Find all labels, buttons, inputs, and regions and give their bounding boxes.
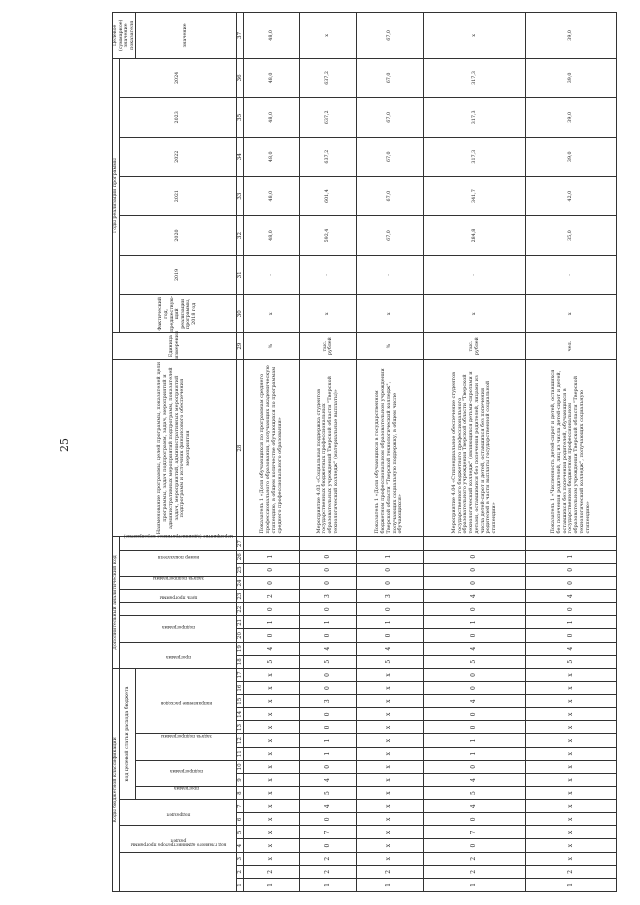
row-name: Показатель 1 «Доля обучающихся по программам среднего профессионального образования, получающих академическую стипендию, в общем количестве обучающихся по программам среднего профессионального образования»	[244, 359, 300, 537]
column-number: 37	[237, 13, 244, 59]
code-cell: 0	[300, 550, 356, 563]
code-cell: 4	[356, 642, 424, 655]
code-cell: x	[526, 721, 617, 734]
code-cell: x	[244, 760, 300, 773]
code-cell: 3	[300, 695, 356, 708]
code-cell: 2	[244, 590, 300, 603]
column-number: 33	[237, 176, 244, 215]
column-number: 9	[237, 773, 244, 786]
code-cell: 4	[424, 590, 526, 603]
program-table	[112, 12, 617, 892]
code-cell: x	[526, 839, 617, 852]
code-cell: 1	[356, 550, 424, 563]
year-2019-header: 2019	[119, 255, 237, 294]
code-cell: 4	[300, 642, 356, 655]
code-cell: 0	[526, 563, 617, 576]
code-cell: 1	[356, 878, 424, 891]
column-number: 5	[237, 826, 244, 839]
code-cell: 0	[300, 721, 356, 734]
value-cell: x	[300, 13, 356, 59]
code-cell: 5	[356, 655, 424, 668]
code-cell: 0	[244, 576, 300, 589]
column-number: 21	[237, 616, 244, 629]
column-number: 2	[237, 865, 244, 878]
value-cell: 67,0	[356, 137, 424, 176]
code-cell: 0	[424, 839, 526, 852]
code-cell: x	[356, 839, 424, 852]
value-cell: x	[356, 295, 424, 333]
column-number: 34	[237, 137, 244, 176]
code-cell: 0	[356, 563, 424, 576]
code-cell: x	[356, 787, 424, 800]
year-2024-header: 2024	[119, 58, 237, 97]
code-cell: 4	[424, 773, 526, 786]
value-cell: 48,0	[244, 176, 300, 215]
code-cell: 2	[244, 865, 300, 878]
value-cell: x	[526, 295, 617, 333]
column-number: 27	[237, 537, 244, 550]
code-cell: 1	[244, 878, 300, 891]
code-cell: 0	[424, 668, 526, 681]
table-row	[424, 13, 526, 892]
value-cell: 592,4	[300, 216, 356, 255]
code-cell: 0	[356, 629, 424, 642]
page-number: 25	[58, 438, 71, 452]
code-cell: x	[244, 839, 300, 852]
code-cell: x	[356, 747, 424, 760]
value-cell: 39,0	[526, 98, 617, 137]
code-cell: x	[526, 668, 617, 681]
column-number: 20	[237, 629, 244, 642]
row-unit: %	[244, 333, 300, 359]
code-cell: 1	[424, 878, 526, 891]
value-cell: -	[424, 255, 526, 294]
value-cell: x	[244, 295, 300, 333]
column-number: 10	[237, 760, 244, 773]
column-number: 1	[237, 878, 244, 891]
code-cell: 0	[424, 760, 526, 773]
code-cell: x	[526, 773, 617, 786]
code-cell: x	[356, 721, 424, 734]
row-unit: чел.	[526, 333, 617, 359]
task-number-header: задача подпрограммы	[136, 734, 237, 760]
table-row	[244, 13, 300, 892]
code-cell: 0	[424, 603, 526, 616]
value-cell: 35,0	[526, 216, 617, 255]
code-cell: 1	[244, 616, 300, 629]
code-cell: 0	[300, 629, 356, 642]
code-cell: x	[356, 826, 424, 839]
row-unit: тыс. рублей	[300, 333, 356, 359]
admin-code-header: код главного администратора программы	[119, 852, 237, 891]
column-numbers-row	[237, 13, 244, 892]
code-cell: x	[356, 800, 424, 813]
budget-classification-header: Коды бюджетной классификации	[113, 668, 120, 891]
code-cell: 2	[424, 852, 526, 865]
code-cell: 0	[526, 629, 617, 642]
code-cell: 0	[356, 576, 424, 589]
target-value-header: значение	[136, 13, 237, 59]
value-cell: 317,3	[424, 58, 526, 97]
code-cell: 1	[424, 747, 526, 760]
value-cell: 67,0	[356, 58, 424, 97]
value-cell: 67,0	[356, 216, 424, 255]
code-cell: x	[356, 695, 424, 708]
a-indicator-header: номер показателя	[119, 550, 237, 576]
column-number: 22	[237, 603, 244, 616]
value-cell: -	[244, 255, 300, 294]
column-number: 24	[237, 576, 244, 589]
column-number: 6	[237, 813, 244, 826]
code-cell: x	[244, 721, 300, 734]
column-number: 31	[237, 255, 244, 294]
code-cell: 0	[300, 682, 356, 695]
years-header: Годы реализации программы	[113, 58, 120, 333]
code-cell: x	[356, 734, 424, 747]
value-cell: -	[526, 255, 617, 294]
value-cell: 39,0	[526, 137, 617, 176]
code-cell	[356, 537, 424, 550]
value-cell: x	[424, 295, 526, 333]
code-cell: x	[526, 695, 617, 708]
value-cell: -	[356, 255, 424, 294]
code-cell: 1	[244, 550, 300, 563]
code-cell: 4	[300, 800, 356, 813]
column-number: 12	[237, 734, 244, 747]
code-cell: 0	[244, 603, 300, 616]
code-cell: 2	[526, 865, 617, 878]
code-cell: 1	[526, 878, 617, 891]
code-cell: x	[526, 800, 617, 813]
code-cell: x	[356, 773, 424, 786]
code-cell: x	[244, 747, 300, 760]
year-2020-header: 2020	[119, 216, 237, 255]
expense-code-header: код целевой статьи расхода бюджета	[119, 668, 136, 799]
column-number: 28	[237, 359, 244, 537]
value-cell: 284,8	[424, 216, 526, 255]
value-cell: 341,7	[424, 176, 526, 215]
code-cell: x	[526, 760, 617, 773]
column-number: 17	[237, 668, 244, 681]
code-cell: x	[526, 813, 617, 826]
code-cell: 5	[300, 655, 356, 668]
code-cell: x	[526, 682, 617, 695]
column-number: 23	[237, 590, 244, 603]
a-activity-header: мероприятие (административное мероприятие)	[119, 576, 237, 589]
code-cell: 0	[424, 721, 526, 734]
code-cell: 4	[424, 695, 526, 708]
column-number: 15	[237, 695, 244, 708]
code-cell: x	[356, 682, 424, 695]
code-cell: 0	[300, 668, 356, 681]
column-number: 3	[237, 852, 244, 865]
column-number: 13	[237, 721, 244, 734]
code-cell	[244, 537, 300, 550]
row-name: Показатель 1 «Доля обучающихся в государственном бюджетном профессиональном образовательном учреждении Тверской области "Тверской технологический колледж", получающих социальную поддержку, в общем числе обучающихся»	[356, 359, 424, 537]
code-cell: 4	[300, 773, 356, 786]
code-cell: 0	[300, 603, 356, 616]
code-cell: 5	[424, 787, 526, 800]
code-cell: 4	[526, 590, 617, 603]
table-row	[356, 13, 424, 892]
program-header: программа	[136, 787, 237, 800]
column-number: 14	[237, 708, 244, 721]
value-cell: x	[424, 13, 526, 59]
code-cell: x	[526, 734, 617, 747]
code-cell: 0	[300, 708, 356, 721]
code-cell: x	[526, 852, 617, 865]
code-cell: x	[244, 682, 300, 695]
column-number: 25	[237, 563, 244, 576]
code-cell: x	[244, 734, 300, 747]
subsection-header: подраздел	[119, 800, 237, 826]
code-cell: 5	[244, 655, 300, 668]
code-cell: x	[526, 826, 617, 839]
code-cell: 0	[526, 576, 617, 589]
column-number: 32	[237, 216, 244, 255]
value-cell: -	[300, 255, 356, 294]
row-unit: %	[356, 333, 424, 359]
column-number: 26	[237, 550, 244, 563]
code-cell: 4	[244, 642, 300, 655]
value-cell: 601,4	[300, 176, 356, 215]
code-cell: 0	[424, 708, 526, 721]
row-unit: тыс. рублей	[424, 333, 526, 359]
code-cell: x	[244, 787, 300, 800]
column-number: 36	[237, 58, 244, 97]
column-number: 35	[237, 98, 244, 137]
code-cell: 0	[424, 550, 526, 563]
column-number: 29	[237, 333, 244, 359]
code-cell: 0	[300, 839, 356, 852]
table-row	[526, 13, 617, 892]
value-cell: x	[300, 295, 356, 333]
code-cell: 5	[300, 787, 356, 800]
column-number: 11	[237, 747, 244, 760]
code-cell: x	[244, 852, 300, 865]
code-cell: 1	[526, 550, 617, 563]
code-cell: 0	[424, 576, 526, 589]
a-extra-header	[119, 537, 237, 550]
code-cell: 7	[300, 826, 356, 839]
column-number: 7	[237, 800, 244, 813]
value-cell: 637,2	[300, 98, 356, 137]
table-row	[300, 13, 356, 892]
value-cell: 48,0	[244, 216, 300, 255]
column-number: 4	[237, 839, 244, 852]
code-cell: 0	[424, 629, 526, 642]
code-cell: x	[244, 826, 300, 839]
code-cell: 5	[526, 655, 617, 668]
code-cell: 0	[244, 563, 300, 576]
code-cell: 4	[424, 642, 526, 655]
value-cell: 67,0	[356, 13, 424, 59]
name-header: Наименование программы, целей программы, показателей цели программы, задач подпрограмм, задач, мероприятий и административных мероприятий подпрограмм, показателей задач, мероприятий, административных мероприятий подпрограмм и источник финансового обеспечения мероприятия	[113, 359, 237, 537]
value-cell: 317,3	[424, 98, 526, 137]
row-name: Мероприятие 4.04 «Стипендиальное обеспечение студентов государственного бюджетного профессионального образовательного учреждения Тверской области "Тверской технологический колледж" (являющихся детьми-сиротами и детьми, оставшимися без попечения родителей, лицами из числа детей-сирот и детей, оставшихся без попечения родителей в части выплаты государственной социальной стипендии»	[424, 359, 526, 537]
code-cell: 0	[300, 813, 356, 826]
code-cell: x	[244, 708, 300, 721]
code-cell: 5	[424, 655, 526, 668]
code-cell: 7	[424, 826, 526, 839]
code-cell: x	[356, 708, 424, 721]
target-header: Целевое (суммарное) значение показателя	[113, 13, 136, 59]
unit-header: Единица измерения	[113, 333, 237, 359]
code-cell: 1	[300, 878, 356, 891]
code-cell: 4	[526, 642, 617, 655]
value-cell: 42,0	[526, 176, 617, 215]
direction-header: направление расходов	[136, 668, 237, 734]
row-name: Показатель 1 «Численность детей-сирот и детей, оставшихся без попечения родителей, лиц из числа детей-сирот и детей, оставшихся без попечения родителей, обучающихся в государственном бюджетном профессиональном образовательном учреждении Тверской области "Тверской технологический колледж", получающих социальную стипендию»	[526, 359, 617, 537]
value-cell: 48,0	[244, 13, 300, 59]
code-cell: 4	[424, 800, 526, 813]
code-cell: 0	[300, 576, 356, 589]
value-cell: 48,0	[244, 137, 300, 176]
code-cell: 2	[300, 865, 356, 878]
code-cell: x	[526, 787, 617, 800]
code-cell: 0	[300, 563, 356, 576]
code-cell: x	[356, 813, 424, 826]
code-cell: 0	[424, 682, 526, 695]
value-cell: 317,3	[424, 137, 526, 176]
value-cell: 637,2	[300, 137, 356, 176]
value-cell: 67,0	[356, 98, 424, 137]
code-cell	[526, 537, 617, 550]
value-cell: 39,0	[526, 58, 617, 97]
value-cell: 39,0	[526, 13, 617, 59]
code-cell: x	[526, 747, 617, 760]
year-2021-header: 2021	[119, 176, 237, 215]
a-task-header: задача подпрограммы	[119, 590, 237, 603]
code-cell: x	[356, 668, 424, 681]
code-cell: 0	[526, 603, 617, 616]
code-cell: 3	[356, 590, 424, 603]
rotated-page	[112, 12, 607, 892]
code-cell: 0	[244, 629, 300, 642]
section-header: раздел	[119, 826, 237, 852]
code-cell: 3	[300, 590, 356, 603]
code-cell: 1	[300, 734, 356, 747]
column-number: 19	[237, 642, 244, 655]
column-number: 8	[237, 787, 244, 800]
value-cell: 637,2	[300, 58, 356, 97]
year-2022-header: 2022	[119, 137, 237, 176]
code-cell: 0	[356, 603, 424, 616]
year-2023-header: 2023	[119, 98, 237, 137]
subprogram-header: подпрограмма	[136, 760, 237, 786]
code-cell: 1	[300, 747, 356, 760]
code-cell: x	[244, 800, 300, 813]
code-cell: 1	[356, 616, 424, 629]
value-cell: 67,0	[356, 176, 424, 215]
code-cell	[300, 537, 356, 550]
code-cell: 2	[356, 865, 424, 878]
code-cell: x	[526, 708, 617, 721]
code-cell: 1	[424, 734, 526, 747]
code-cell: x	[244, 695, 300, 708]
code-cell: x	[244, 668, 300, 681]
code-cell: 1	[424, 616, 526, 629]
code-cell: 0	[300, 760, 356, 773]
code-cell: x	[244, 813, 300, 826]
column-number: 16	[237, 682, 244, 695]
code-cell: 1	[300, 616, 356, 629]
a-program-header: программа	[119, 642, 237, 668]
code-cell: 2	[300, 852, 356, 865]
column-number: 18	[237, 655, 244, 668]
row-name: Мероприятие 4.03 «Социальная поддержка студентов государственных бюджетных профессиональных образовательных учреждений Тверской области "Тверской технологический колледж" (материальные выплаты)»	[300, 359, 356, 537]
value-cell: 48,0	[244, 98, 300, 137]
fact-year-header: Фактический год, предшествую-щий реализации программы, 2018 год	[119, 295, 237, 333]
code-cell: x	[244, 773, 300, 786]
code-cell: 0	[424, 563, 526, 576]
code-cell: x	[356, 760, 424, 773]
a-goal-header: цель программы	[119, 603, 237, 616]
a-subprogram-header: подпрограмма	[119, 616, 237, 642]
column-number: 30	[237, 295, 244, 333]
code-cell: x	[356, 852, 424, 865]
code-cell: 2	[424, 865, 526, 878]
additional-code-header: Дополнительный аналитический код	[113, 537, 120, 668]
code-cell: 0	[424, 813, 526, 826]
code-cell: 1	[526, 616, 617, 629]
value-cell: 48,0	[244, 58, 300, 97]
code-cell	[424, 537, 526, 550]
